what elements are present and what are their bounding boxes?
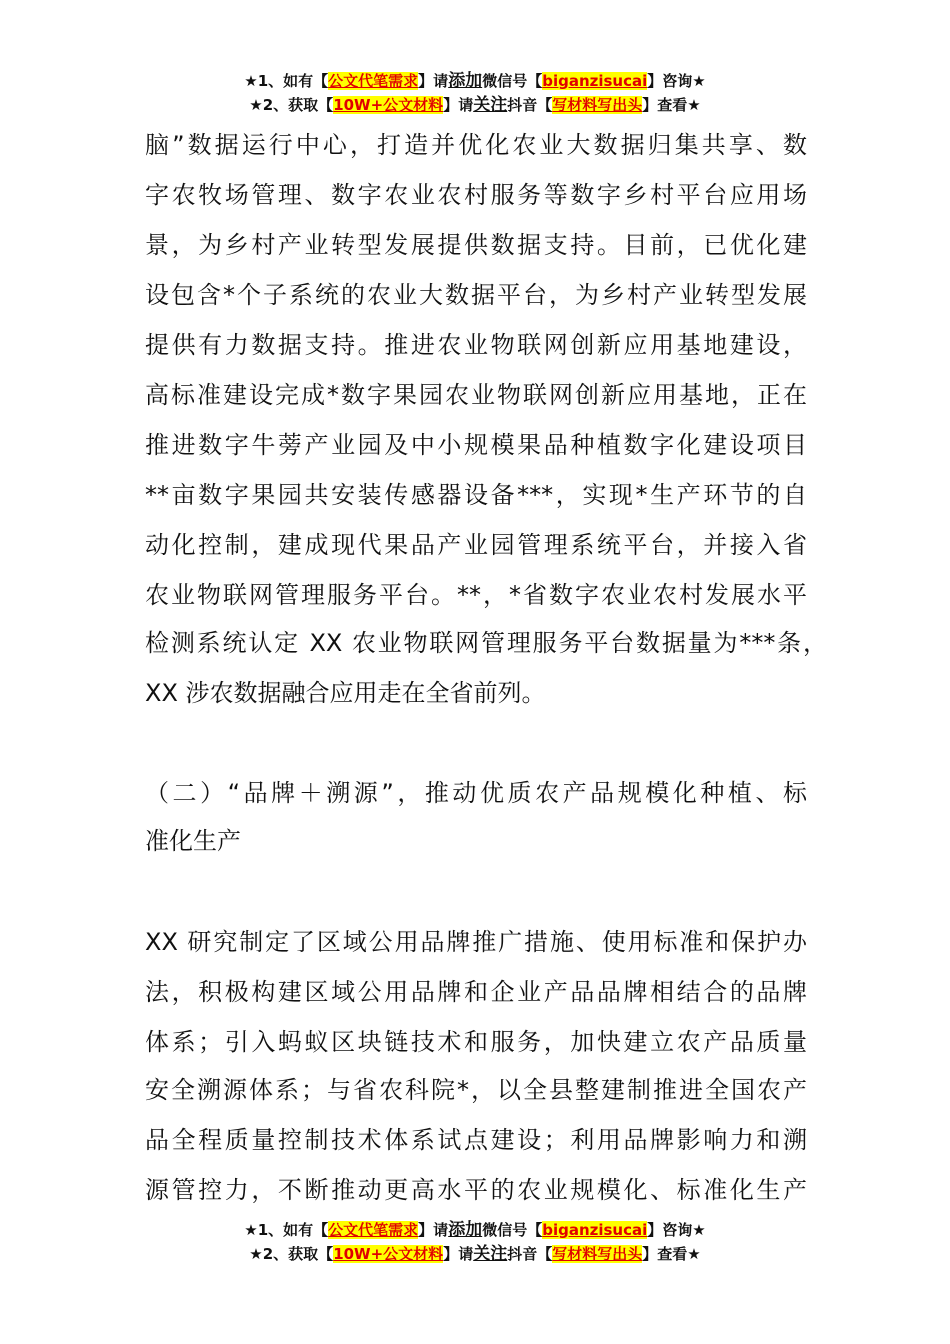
section-heading: （二）“品牌＋溯源”，推动优质农产品规模化种植、标 [145, 779, 807, 807]
banner-text: 】请 [443, 1245, 474, 1263]
body-line: 农业物联网管理服务平台。**，*省数字农业农村发展水平 [145, 581, 807, 609]
body-line: 体系；引入蚂蚁区块链技术和服务，加快建立农产品质量 [145, 1028, 807, 1056]
wechat-id: biganzisucai [542, 72, 648, 90]
banner-text: 抖音【 [507, 1245, 553, 1263]
body-line: 检测系统认定 XX 农业物联网管理服务平台数据量为***条， [145, 629, 827, 657]
banner-text: 】请 [418, 1221, 449, 1239]
banner-text: 】咨询★ [647, 1221, 706, 1239]
banner-text: ★1、如有【 [244, 72, 329, 90]
highlight-text: 10W+公文材料 [333, 96, 444, 114]
douyin-id: 写材料写出头 [552, 1245, 643, 1263]
body-line: XX 研究制定了区域公用品牌推广措施、使用标准和保护办 [145, 928, 807, 956]
highlight-text: 10W+公文材料 [333, 1245, 444, 1263]
underlined-text: 添加 [448, 1220, 483, 1240]
banner-text: 微信号【 [482, 1221, 543, 1239]
body-line: 设包含*个子系统的农业大数据平台，为乡村产业转型发展 [145, 281, 807, 309]
body-line: 高标准建设完成*数字果园农业物联网创新应用基地，正在 [145, 381, 807, 409]
body-line: 品全程质量控制技术体系试点建设；利用品牌影响力和溯 [145, 1126, 807, 1154]
banner-text: ★2、获取【 [249, 96, 334, 114]
highlight-text: 公文代笔需求 [328, 1221, 419, 1239]
underlined-text: 关注 [473, 1244, 508, 1264]
douyin-id: 写材料写出头 [552, 96, 643, 114]
underlined-text: 关注 [473, 95, 508, 115]
body-line: 源管控力，不断推动更高水平的农业规模化、标准化生产 [145, 1176, 807, 1204]
banner-text: 】请 [418, 72, 449, 90]
body-line: 法，积极构建区域公用品牌和企业产品品牌相结合的品牌 [145, 978, 807, 1006]
wechat-id: biganzisucai [542, 1221, 648, 1239]
banner-top-line2 [0, 95, 950, 115]
banner-text: 抖音【 [507, 96, 553, 114]
body-line: 景，为乡村产业转型发展提供数据支持。目前，已优化建 [145, 231, 807, 259]
banner-bottom-line2 [0, 1244, 950, 1264]
banner-top-line1 [0, 71, 950, 91]
body-line: XX 涉农数据融合应用走在全省前列。 [145, 679, 546, 707]
banner-text: 】查看★ [642, 96, 701, 114]
banner-text: ★2、获取【 [249, 1245, 334, 1263]
section-heading: 准化生产 [145, 827, 241, 855]
banner-bottom-line1 [0, 1220, 950, 1240]
banner-text: 】请 [443, 96, 474, 114]
banner-text: 微信号【 [482, 72, 543, 90]
body-line: 字农牧场管理、数字农业农村服务等数字乡村平台应用场 [145, 181, 807, 209]
body-line: 动化控制，建成现代果品产业园管理系统平台，并接入省 [145, 531, 807, 559]
body-line: 脑”数据运行中心，打造并优化农业大数据归集共享、数 [145, 131, 807, 159]
banner-text: ★1、如有【 [244, 1221, 329, 1239]
body-line: **亩数字果园共安装传感器设备***，实现*生产环节的自 [145, 481, 807, 509]
body-line: 推进数字牛蒡产业园及中小规模果品种植数字化建设项目 [145, 431, 807, 459]
banner-text: 】咨询★ [647, 72, 706, 90]
banner-text: 】查看★ [642, 1245, 701, 1263]
body-line: 提供有力数据支持。推进农业物联网创新应用基地建设， [145, 331, 807, 359]
body-line: 安全溯源体系；与省农科院*，以全县整建制推进全国农产 [145, 1076, 807, 1104]
highlight-text: 公文代笔需求 [328, 72, 419, 90]
underlined-text: 添加 [448, 71, 483, 91]
